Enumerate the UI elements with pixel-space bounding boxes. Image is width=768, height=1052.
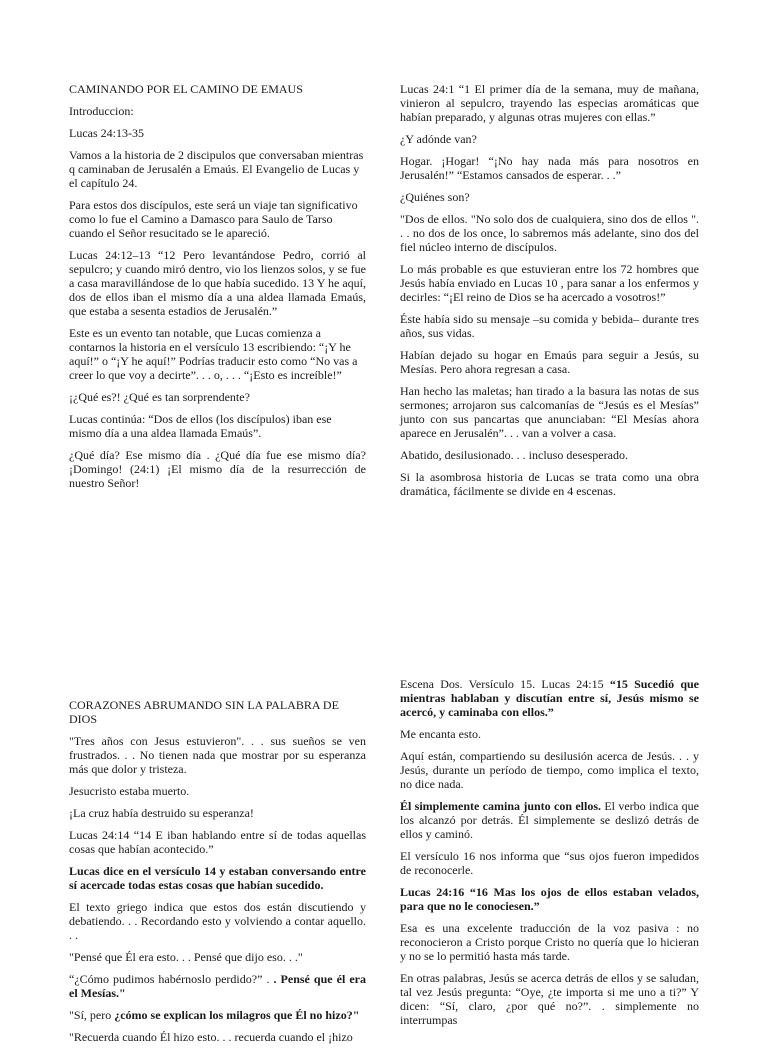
- paragraph: El versículo 16 nos informa que “sus ojos fueron impedidos de reconocerle.: [400, 849, 699, 877]
- paragraph: Han hecho las maletas; han tirado a la basura las notas de sus sermones; arrojaron sus calcomanías de “Jesús es el Mesías” junto con sus pancartas que anunciaban: “El Mesías ahora aparece en Jerusalén”. . . van a volver a casa.: [400, 384, 699, 440]
- text: El verbo indica que los alcanzó por detrás. Él simplemente se deslizó detrás de ellos y caminó.: [400, 799, 699, 841]
- bold-text: “15 Sucedió que mientras hablaban y discutían entre sí, Jesús mismo se acercó, y caminaba con ellos.”: [400, 677, 700, 719]
- top-right-column: [400, 82, 699, 506]
- paragraph: Éste había sido su mensaje –su comida y bebida– durante tres años, sus vidas.: [400, 312, 699, 340]
- bold-text: Lucas dice en el versículo 14 y estaban conversando entre sí acercade todas estas cosas que habían sucedido.: [69, 864, 366, 892]
- paragraph: Aquí están, compartiendo su desilusión acerca de Jesús. . . y Jesús, durante un período de tiempo, como implica el texto, no dice nada.: [400, 749, 699, 791]
- paragraph: Habían dejado su hogar en Emaús para seguir a Jesús, su Mesías. Pero ahora regresan a casa.: [400, 348, 699, 376]
- text: "Sí, pero: [69, 1008, 115, 1022]
- text: Escena Dos. Versículo 15. Lucas 24:15: [400, 677, 610, 691]
- section-title: CAMINANDO POR EL CAMINO DE EMAUS: [69, 82, 303, 96]
- bottom-right-column: [400, 677, 699, 1035]
- paragraph: Lo más probable es que estuvieran entre los 72 hombres que Jesús había enviado en Lucas 10 , para sanar a los enfermos y decirles: “¡El reino de Dios se ha acercado a vosotros!”: [400, 262, 699, 304]
- paragraph: En otras palabras, Jesús se acerca detrás de ellos y se saludan, tal vez Jesús pregunta: “Oye, ¿te importa si me uno a ti?” Y dicen: “Sí, claro, ¿por qué no?”. . simplemente no interrumpas: [400, 971, 699, 1027]
- paragraph: ¡La cruz había destruido su esperanza!: [69, 806, 254, 820]
- paragraph: [69, 1008, 366, 1022]
- paragraph: Esa es una excelente traducción de la voz pasiva : no reconocieron a Cristo porque Cristo no quería que lo hicieran y no se lo permitió hasta más tarde.: [400, 921, 699, 963]
- paragraph: Lucas 24:12–13 “12 Pero levantándose Pedro, corrió al sepulcro; y cuando miró dentro, vio los lienzos solos, y se fue a casa maravillándose de lo que había sucedido. 13 Y he aquí, dos de ellos iban el mismo día a una aldea llamada Emaús, que estaba a sesenta estadios de Jerusalén.”: [69, 248, 366, 318]
- paragraph: Este es un evento tan notable, que Lucas comienza a contarnos la historia en el versículo 13 escribiendo: “¡Y he aquí!” o “¡Y he aquí!” Podrías traducir esto como “No vas a creer lo que voy a decirte”. . . o, . . . “¡Esto es increíble!”: [69, 326, 358, 382]
- paragraph: "Pensé que Él era esto. . . Pensé que dijo eso. . .": [69, 950, 303, 964]
- paragraph: Hogar. ¡Hogar! “¡No hay nada más para nosotros en Jerusalén!” “Estamos cansados de esperar. . .”: [400, 154, 699, 182]
- paragraph: ¿Y adónde van?: [400, 132, 477, 146]
- paragraph: ¡¿Qué es?! ¿Qué es tan sorprendente?: [69, 390, 250, 404]
- paragraph-bold: [69, 864, 366, 892]
- text: “¿Cómo pudimos habérnoslo perdido?” .: [69, 972, 274, 986]
- paragraph: ¿Quiénes son?: [400, 190, 470, 204]
- paragraph: "Tres años con Jesus estuvieron". . . sus sueños se ven frustrados. . . No tienen nada que mostrar por su esperanza más que dolor y tristeza.: [69, 734, 366, 776]
- paragraph: Jesucristo estaba muerto.: [69, 784, 190, 798]
- paragraph: [400, 677, 699, 719]
- paragraph: "Recuerda cuando Él hizo esto. . . recuerda cuando el ¡hizo: [69, 1030, 353, 1044]
- paragraph: Lucas 24:14 “14 E iban hablando entre sí de todas aquellas cosas que habían acontecido.”: [69, 828, 366, 856]
- paragraph: Introduccion:: [69, 104, 134, 118]
- bold-text: Él simplemente camina junto con ellos.: [400, 799, 602, 813]
- paragraph: Lucas 24:1 “1 El primer día de la semana, muy de mañana, vinieron al sepulcro, trayendo las especias aromáticas que habían preparado, y algunas otras mujeres con ellas.”: [400, 82, 699, 124]
- paragraph: Para estos dos discípulos, este será un viaje tan significativo como lo fue el Camino a Damasco para Saulo de Tarso cuando el Señor resucitado se le apareció.: [69, 198, 358, 240]
- paragraph: Vamos a la historia de 2 discipulos que conversaban mientras q caminaban de Jerusalén a Emaús. El Evangelio de Lucas y el capítulo 24.: [69, 148, 364, 190]
- paragraph: [400, 799, 699, 841]
- paragraph-bold: [400, 885, 699, 913]
- paragraph: Lucas 24:13-35: [69, 126, 144, 140]
- bottom-left-column: [69, 698, 366, 1052]
- paragraph: [69, 972, 366, 1000]
- paragraph: Si la asombrosa historia de Lucas se trata como una obra dramática, fácilmente se divide en 4 escenas.: [400, 470, 699, 498]
- bold-text: ¿cómo se explican los milagros que Él no hizo?": [114, 1008, 360, 1022]
- paragraph: Lucas continúa: “Dos de ellos (los discípulos) iban ese mismo día a una aldea llamada Emaús”.: [69, 412, 332, 440]
- paragraph: Me encanta esto.: [400, 727, 481, 741]
- paragraph: Abatido, desilusionado. . . incluso desesperado.: [400, 448, 628, 462]
- section-title: CORAZONES ABRUMANDO SIN LA PALABRA DE DIOS: [69, 698, 339, 726]
- top-left-column: [69, 82, 366, 498]
- bold-text: Lucas 24:16 “16 Mas los ojos de ellos estaban velados, para que no le conociesen.”: [400, 885, 699, 913]
- paragraph: "Dos de ellos. "No solo dos de cualquiera, sino dos de ellos ". . . no dos de los once, lo sabremos más adelante, sino dos del fiel núcleo interno de discípulos.: [400, 212, 699, 254]
- paragraph: ¿Qué día? Ese mismo día . ¿Qué día fue ese mismo día? ¡Domingo! (24:1) ¡El mismo día de la resurrección de nuestro Señor!: [69, 448, 366, 490]
- bold-text: . Pensé que él era el Mesías.": [69, 972, 367, 1000]
- paragraph: El texto griego indica que estos dos están discutiendo y debatiendo. . . Recordando esto y volviendo a contar aquello. . .: [69, 900, 366, 942]
